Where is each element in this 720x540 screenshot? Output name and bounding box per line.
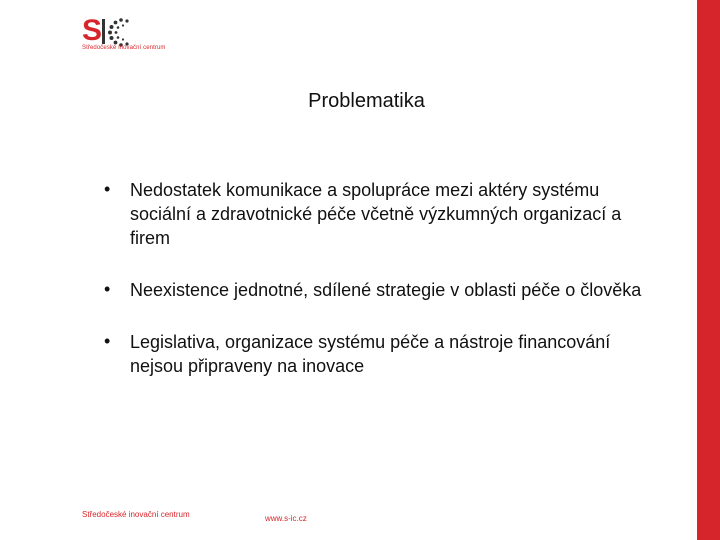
bullet-text: Legislativa, organizace systému péče a nástroje financování nejsou připraveny na inovace (130, 332, 611, 376)
bullet-dot: • (104, 331, 111, 351)
slide-title: Problematika (308, 90, 425, 112)
bullet-item (100, 278, 660, 302)
bullet-list (100, 178, 660, 406)
bullet-item (100, 330, 660, 378)
logo-letter-s: S (82, 14, 103, 47)
sic-logo (82, 16, 182, 56)
bullet-dot: • (104, 179, 111, 199)
sic-dotted-c-icon (107, 17, 137, 47)
logo-tagline: Středočeské inovační centrum (82, 45, 166, 51)
bullet-text: Neexistence jednotné, sdílené strategie v oblasti péče o člověka (130, 280, 642, 300)
footer-url[interactable]: www.s-ic.cz (265, 514, 307, 523)
bullet-text: Nedostatek komunikace a spolupráce mezi aktéry systému sociální a zdravotnické péče včetně výzkumných organizací a firem (130, 180, 622, 248)
logo-bar (102, 19, 105, 44)
bullet-item (100, 178, 660, 250)
footer-org: Středočeské inovační centrum (82, 510, 190, 519)
bullet-dot: • (104, 279, 111, 299)
red-side-bar (697, 0, 720, 540)
